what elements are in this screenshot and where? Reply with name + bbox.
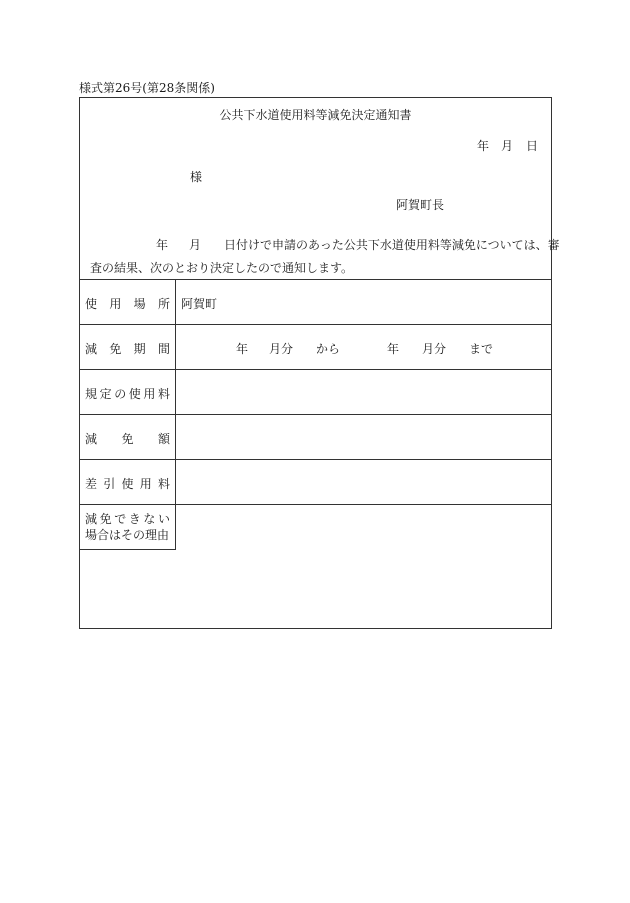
exemption-amount-label xyxy=(80,430,175,447)
exemption-period-label-char: 減 xyxy=(85,342,98,356)
period-to-word: まで xyxy=(469,342,494,356)
standard-fee-label-char: の xyxy=(114,387,127,401)
body-line-1: 日付けで申請のあった公共下水道使用料等減免については、審 xyxy=(224,238,560,252)
body-year: 年 xyxy=(156,238,169,252)
divider xyxy=(80,369,551,370)
exemption-period-label-char: 期 xyxy=(133,342,146,356)
date-day-label: 日 xyxy=(526,139,539,153)
period-from-month: 月分 xyxy=(269,342,294,356)
exemption-period-label-char: 間 xyxy=(157,342,170,356)
usage-place-label xyxy=(80,295,175,312)
date-year-label: 年 xyxy=(477,139,490,153)
date-month-label: 月 xyxy=(501,139,514,153)
form-number-label: 様式第26号(第28条関係) xyxy=(79,81,215,95)
notice-form xyxy=(79,97,560,629)
net-fee-label xyxy=(80,475,175,492)
reason-label-line-1 xyxy=(80,510,175,527)
recipient-suffix: 様 xyxy=(190,170,203,184)
standard-fee-label-char: 定 xyxy=(99,387,112,401)
reason-label-line-2: 場合はその理由 xyxy=(85,528,170,542)
period-to-month: 月分 xyxy=(422,342,447,356)
exemption-period-label-char: 免 xyxy=(109,342,122,356)
standard-fee-label-char: 規 xyxy=(85,387,98,401)
reason-label-char: な xyxy=(143,512,156,526)
net-fee-label-char: 使 xyxy=(121,477,134,491)
net-fee-label-char: 引 xyxy=(103,477,116,491)
divider xyxy=(80,549,176,550)
divider xyxy=(80,459,551,460)
column-divider xyxy=(175,279,176,550)
period-from-word: から xyxy=(316,342,341,356)
divider xyxy=(80,279,551,280)
divider xyxy=(80,414,551,415)
reason-label-char: い xyxy=(157,512,170,526)
period-to-year: 年 xyxy=(387,342,400,356)
reason-label-char: き xyxy=(128,512,141,526)
body-month: 月 xyxy=(189,238,202,252)
usage-place-label-char: 用 xyxy=(109,297,122,311)
period-from-year: 年 xyxy=(236,342,249,356)
reason-label-char: で xyxy=(114,512,127,526)
document-title: 公共下水道使用料等減免決定通知書 xyxy=(219,108,412,122)
divider xyxy=(80,504,551,505)
usage-place-value: 阿賀町 xyxy=(181,297,218,311)
body-line-2: 査の結果、次のとおり決定したので通知します。 xyxy=(90,261,354,275)
exemption-amount-label-char: 額 xyxy=(157,432,170,446)
standard-fee-label-char: 用 xyxy=(143,387,156,401)
reason-label-char: 減 xyxy=(85,512,98,526)
reason-label-char: 免 xyxy=(99,512,112,526)
exemption-amount-label-char: 減 xyxy=(85,432,98,446)
standard-fee-label-char: 使 xyxy=(128,387,141,401)
exemption-period-label xyxy=(80,340,175,357)
net-fee-label-char: 差 xyxy=(85,477,98,491)
net-fee-label-char: 用 xyxy=(139,477,152,491)
divider xyxy=(80,324,551,325)
issuer-name: 阿賀町長 xyxy=(396,198,445,212)
net-fee-label-char: 料 xyxy=(157,477,170,491)
usage-place-label-char: 所 xyxy=(157,297,170,311)
exemption-amount-label-char: 免 xyxy=(121,432,134,446)
standard-fee-label-char: 料 xyxy=(157,387,170,401)
usage-place-label-char: 使 xyxy=(85,297,98,311)
standard-fee-label xyxy=(80,385,175,402)
usage-place-label-char: 場 xyxy=(133,297,146,311)
